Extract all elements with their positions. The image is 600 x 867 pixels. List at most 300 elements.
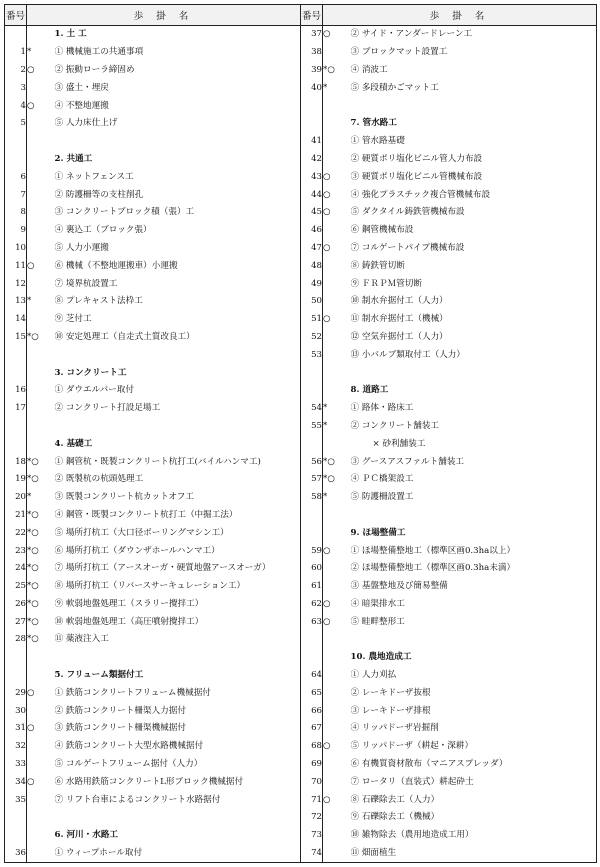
estimate-item-table — [4, 4, 597, 863]
right-item-number: 66 — [301, 702, 323, 720]
left-section-heading: 5. フリューム類据付工 — [55, 667, 301, 685]
right-item-name: ② コンクリート舗装工 — [351, 418, 597, 436]
left-item-number: 9 — [5, 222, 27, 240]
right-item-name: ⑥ 有機質資材散布（マニアスプレッダ） — [351, 756, 597, 774]
left-item-name: ① ウィープホール取付 — [55, 845, 301, 863]
right-item-mark: ○ — [323, 204, 351, 222]
right-item-name: ① 人力刈払 — [351, 667, 597, 685]
right-item-name: ② 硬質ポリ塩化ビニル管人力布設 — [351, 151, 597, 169]
table-row — [5, 418, 597, 436]
table-row — [5, 240, 597, 258]
table-row — [5, 275, 597, 293]
table-row — [5, 168, 597, 186]
right-item-name: ② レーキドーザ抜根 — [351, 684, 597, 702]
table-row — [5, 702, 597, 720]
left-item-mark: *○ — [27, 524, 55, 542]
left-item-mark — [27, 738, 55, 756]
left-item-name — [55, 649, 301, 667]
table-row — [5, 62, 597, 80]
right-item-number: 37 — [301, 26, 323, 44]
right-section-heading: 10. 農地造成工 — [351, 649, 597, 667]
right-item-name: ③ レーキドーザ排根 — [351, 702, 597, 720]
left-item-name: ③ 既製コンクリート杭カットオフ工 — [55, 489, 301, 507]
right-item-number: 73 — [301, 827, 323, 845]
left-item-name: ③ 盛土・埋戻 — [55, 79, 301, 97]
left-item-number: 10 — [5, 240, 27, 258]
right-item-name: ⑤ 畦畔整形工 — [351, 613, 597, 631]
table-row — [5, 97, 597, 115]
right-item-mark: *○ — [323, 453, 351, 471]
left-item-mark: * — [27, 44, 55, 62]
left-item-mark: ○ — [27, 720, 55, 738]
left-item-name: ⑦ リフト台車によるコンクリート水路据付 — [55, 791, 301, 809]
table-row — [5, 222, 597, 240]
left-item-mark: * — [27, 293, 55, 311]
right-item-mark — [323, 507, 351, 525]
left-item-mark: *○ — [27, 560, 55, 578]
right-item-number: 50 — [301, 293, 323, 311]
right-item-number: 48 — [301, 257, 323, 275]
right-item-mark — [323, 827, 351, 845]
table-row — [5, 204, 597, 222]
table-row — [5, 311, 597, 329]
left-item-number: 8 — [5, 204, 27, 222]
left-item-name: ② 防護柵等の支柱削孔 — [55, 186, 301, 204]
table-row — [5, 596, 597, 614]
right-name-header: 歩 掛 名 — [323, 5, 597, 26]
left-item-name: ⑨ 芝付工 — [55, 311, 301, 329]
right-item-name: ④ 消波工 — [351, 62, 597, 80]
right-item-name: ② ほ場整備整地工（標準区画0.3ha未満） — [351, 560, 597, 578]
left-item-number: 17 — [5, 400, 27, 418]
right-item-name: ⑤ 多段積かごマット工 — [351, 79, 597, 97]
left-item-mark — [27, 204, 55, 222]
left-item-number: 29 — [5, 684, 27, 702]
left-item-name: ① 鉄筋コンクリートフリューム機械据付 — [55, 684, 301, 702]
table-header-row — [5, 5, 597, 26]
right-item-mark: *○ — [323, 62, 351, 80]
right-item-number: 65 — [301, 684, 323, 702]
right-item-name — [351, 97, 597, 115]
right-item-mark: ○ — [323, 186, 351, 204]
left-item-number: 32 — [5, 738, 27, 756]
right-item-name: × 砂利舗装工 — [351, 435, 597, 453]
table-row — [5, 507, 597, 525]
left-item-name — [55, 809, 301, 827]
right-item-number: 45 — [301, 204, 323, 222]
left-item-name: ② 既製杭の杭頭処理工 — [55, 471, 301, 489]
table-row — [5, 364, 597, 382]
left-section-heading: 6. 河川・水路工 — [55, 827, 301, 845]
right-item-name: ① ほ場整備整地工（標準区画0.3ha以上） — [351, 542, 597, 560]
left-item-mark: *○ — [27, 329, 55, 347]
left-item-mark: *○ — [27, 613, 55, 631]
right-item-name: ⑩ 制水弁据付工（人力） — [351, 293, 597, 311]
table-row — [5, 631, 597, 649]
estimate-item-list-sheet — [4, 4, 596, 862]
left-item-name: ④ 鋼管・既製コンクリート杭打工（中掘工法） — [55, 507, 301, 525]
right-item-number: 71 — [301, 791, 323, 809]
right-number-header: 番号 — [301, 5, 323, 26]
left-item-name: ⑧ プレキャスト法枠工 — [55, 293, 301, 311]
right-item-name: ③ グースアスファルト舗装工 — [351, 453, 597, 471]
left-item-mark — [27, 79, 55, 97]
left-item-number: 2 — [5, 62, 27, 80]
left-item-number: 14 — [5, 311, 27, 329]
left-item-name: ⑥ 水路用鉄筋コンクリートL形ブロック機械据付 — [55, 773, 301, 791]
left-item-name: ⑦ 境界杭設置工 — [55, 275, 301, 293]
left-item-mark — [27, 115, 55, 133]
right-item-name — [351, 507, 597, 525]
right-item-number: 38 — [301, 44, 323, 62]
left-item-name — [55, 346, 301, 364]
right-item-number — [301, 649, 323, 667]
right-item-name: ⑩ 雑物除去（農用地造成工用） — [351, 827, 597, 845]
table-row — [5, 845, 597, 863]
right-item-mark — [323, 222, 351, 240]
right-item-name: ④ 強化プラスチック複合管機械布設 — [351, 186, 597, 204]
right-item-mark — [323, 435, 351, 453]
table-row — [5, 791, 597, 809]
right-item-number — [301, 435, 323, 453]
table-row — [5, 133, 597, 151]
left-item-mark: ○ — [27, 62, 55, 80]
right-item-mark — [323, 364, 351, 382]
right-item-mark — [323, 44, 351, 62]
left-item-number: 6 — [5, 168, 27, 186]
right-item-name: ④ リッパドーザ岩掘削 — [351, 720, 597, 738]
left-item-mark — [27, 133, 55, 151]
right-item-mark — [323, 702, 351, 720]
right-item-number: 54 — [301, 400, 323, 418]
left-item-number: 31 — [5, 720, 27, 738]
right-item-name: ⑬ 小バルブ類取付工（人力） — [351, 346, 597, 364]
left-item-mark: ○ — [27, 773, 55, 791]
left-item-mark — [27, 791, 55, 809]
left-item-mark — [27, 756, 55, 774]
right-item-number: 39 — [301, 62, 323, 80]
right-item-mark — [323, 756, 351, 774]
left-item-mark: *○ — [27, 453, 55, 471]
left-name-header: 歩 掛 名 — [27, 5, 301, 26]
table-row — [5, 151, 597, 169]
left-item-number: 1 — [5, 44, 27, 62]
right-item-name: ⑫ 空気弁据付工（人力） — [351, 329, 597, 347]
right-section-heading: 7. 管水路工 — [351, 115, 597, 133]
right-item-mark: ○ — [323, 738, 351, 756]
left-item-name: ⑤ 場所打杭工（大口径ボーリングマシン工） — [55, 524, 301, 542]
table-row — [5, 667, 597, 685]
right-item-mark: * — [323, 489, 351, 507]
table-row — [5, 649, 597, 667]
left-item-mark — [27, 186, 55, 204]
right-item-number — [301, 115, 323, 133]
left-item-mark: * — [27, 489, 55, 507]
right-item-mark — [323, 649, 351, 667]
right-item-mark — [323, 115, 351, 133]
left-item-mark: ○ — [27, 684, 55, 702]
table-row — [5, 809, 597, 827]
left-item-mark — [27, 364, 55, 382]
table-row — [5, 293, 597, 311]
left-item-name: ④ 鉄筋コンクリート大型水路機械据付 — [55, 738, 301, 756]
table-row — [5, 578, 597, 596]
left-item-name: ⑧ 場所打杭工（リバースサーキュレーション工） — [55, 578, 301, 596]
right-item-name: ⑪ 制水弁据付工（機械） — [351, 311, 597, 329]
left-item-number: 23 — [5, 542, 27, 560]
right-item-mark — [323, 97, 351, 115]
left-item-number: 21 — [5, 507, 27, 525]
left-item-number — [5, 151, 27, 169]
left-item-mark — [27, 168, 55, 186]
left-item-number: 16 — [5, 382, 27, 400]
right-item-number: 59 — [301, 542, 323, 560]
left-item-name — [55, 418, 301, 436]
right-item-name: ⑪ 畑面植生 — [351, 845, 597, 863]
left-item-mark — [27, 222, 55, 240]
table-row — [5, 44, 597, 62]
table-row — [5, 684, 597, 702]
left-item-mark: *○ — [27, 578, 55, 596]
left-item-name: ⑥ 機械（不整地運搬車）小運搬 — [55, 257, 301, 275]
right-item-number: 64 — [301, 667, 323, 685]
left-item-mark — [27, 240, 55, 258]
right-item-number: 74 — [301, 845, 323, 863]
right-item-number: 58 — [301, 489, 323, 507]
left-item-mark — [27, 845, 55, 863]
right-item-number: 47 — [301, 240, 323, 258]
left-item-number: 28 — [5, 631, 27, 649]
right-item-mark: * — [323, 79, 351, 97]
left-item-number: 4 — [5, 97, 27, 115]
left-item-number — [5, 809, 27, 827]
table-row — [5, 720, 597, 738]
left-item-name: ② 鉄筋コンクリート柵渠人力据付 — [55, 702, 301, 720]
right-item-name: ④ ＰＣ橋架設工 — [351, 471, 597, 489]
right-item-number — [301, 97, 323, 115]
table-row — [5, 186, 597, 204]
right-section-heading: 9. ほ場整備工 — [351, 524, 597, 542]
right-item-mark — [323, 667, 351, 685]
right-item-mark: * — [323, 400, 351, 418]
left-item-number: 13 — [5, 293, 27, 311]
left-item-number: 27 — [5, 613, 27, 631]
table-row — [5, 26, 597, 44]
right-item-number: 62 — [301, 596, 323, 614]
right-item-number: 49 — [301, 275, 323, 293]
left-item-number: 12 — [5, 275, 27, 293]
right-item-name: ⑦ コルゲートパイプ機械布設 — [351, 240, 597, 258]
left-section-heading: 2. 共通工 — [55, 151, 301, 169]
left-section-heading: 3. コンクリート工 — [55, 364, 301, 382]
table-row — [5, 756, 597, 774]
right-item-name: ⑨ 石礫除去工（機械） — [351, 809, 597, 827]
left-item-name — [55, 133, 301, 151]
left-item-number: 26 — [5, 596, 27, 614]
right-item-mark — [323, 631, 351, 649]
left-item-name: ⑪ 薬液注入工 — [55, 631, 301, 649]
left-item-name: ⑦ 場所打杭工（アースオーガ・硬質地盤アースオーガ） — [55, 560, 301, 578]
left-item-number: 7 — [5, 186, 27, 204]
right-item-mark — [323, 809, 351, 827]
left-item-mark — [27, 667, 55, 685]
left-item-number: 24 — [5, 560, 27, 578]
right-item-name: ③ ブロックマット設置工 — [351, 44, 597, 62]
table-row — [5, 329, 597, 347]
left-item-name: ③ 鉄筋コンクリート柵渠機械据付 — [55, 720, 301, 738]
left-item-mark: *○ — [27, 542, 55, 560]
right-item-mark: ○ — [323, 26, 351, 44]
right-item-name: ⑤ 防護柵設置工 — [351, 489, 597, 507]
left-item-mark — [27, 400, 55, 418]
right-item-mark — [323, 329, 351, 347]
left-item-mark — [27, 809, 55, 827]
right-item-number: 67 — [301, 720, 323, 738]
table-row — [5, 524, 597, 542]
left-item-number: 18 — [5, 453, 27, 471]
right-item-mark: ○ — [323, 613, 351, 631]
left-item-mark: *○ — [27, 631, 55, 649]
table-row — [5, 115, 597, 133]
table-row — [5, 827, 597, 845]
left-item-name: ③ コンクリートブロック積（張）工 — [55, 204, 301, 222]
right-item-number: 63 — [301, 613, 323, 631]
left-item-number: 36 — [5, 845, 27, 863]
right-item-number — [301, 524, 323, 542]
right-item-number: 40 — [301, 79, 323, 97]
right-item-number — [301, 364, 323, 382]
table-row — [5, 435, 597, 453]
left-item-name: ⑩ 安定処理工（自走式土質改良工） — [55, 329, 301, 347]
left-item-name: ① ダウエルバー取付 — [55, 382, 301, 400]
left-item-name: ④ 不整地運搬 — [55, 97, 301, 115]
right-item-mark: ○ — [323, 791, 351, 809]
right-item-mark: ○ — [323, 311, 351, 329]
table-row — [5, 79, 597, 97]
left-item-mark — [27, 151, 55, 169]
left-item-mark — [27, 26, 55, 44]
right-item-mark — [323, 382, 351, 400]
right-item-number: 68 — [301, 738, 323, 756]
right-item-mark: ○ — [323, 168, 351, 186]
left-item-mark — [27, 435, 55, 453]
left-item-name: ① ネットフェンス工 — [55, 168, 301, 186]
right-item-name: ⑥ 鋼管機械布設 — [351, 222, 597, 240]
right-item-name: ① 路体・路床工 — [351, 400, 597, 418]
right-item-mark — [323, 257, 351, 275]
right-item-mark — [323, 720, 351, 738]
right-item-name: ⑤ リッパドーザ（耕起・深耕） — [351, 738, 597, 756]
left-item-name: ④ 裏込工（ブロック張） — [55, 222, 301, 240]
left-item-mark — [27, 382, 55, 400]
right-item-number: 57 — [301, 471, 323, 489]
left-item-name: ⑨ 軟弱地盤処理工（スラリー攪拌工） — [55, 596, 301, 614]
left-item-number — [5, 667, 27, 685]
right-item-name — [351, 364, 597, 382]
right-item-name: ⑨ ＦＲＰＭ管切断 — [351, 275, 597, 293]
left-item-mark — [27, 311, 55, 329]
right-item-number: 43 — [301, 168, 323, 186]
left-item-number: 15 — [5, 329, 27, 347]
left-item-mark — [27, 346, 55, 364]
table-row — [5, 773, 597, 791]
right-item-mark — [323, 151, 351, 169]
right-item-mark — [323, 845, 351, 863]
right-item-number: 51 — [301, 311, 323, 329]
left-item-name: ② コンクリート打設足場工 — [55, 400, 301, 418]
right-item-name: ① 管水路基礎 — [351, 133, 597, 151]
right-section-heading: 8. 道路工 — [351, 382, 597, 400]
left-item-mark: *○ — [27, 596, 55, 614]
left-item-mark — [27, 827, 55, 845]
left-item-name: ② 振動ローラ締固め — [55, 62, 301, 80]
right-item-number — [301, 382, 323, 400]
left-item-number: 22 — [5, 524, 27, 542]
left-item-name: ⑤ 人力小運搬 — [55, 240, 301, 258]
left-item-mark — [27, 649, 55, 667]
left-item-number: 30 — [5, 702, 27, 720]
left-item-number — [5, 346, 27, 364]
right-item-number: 55 — [301, 418, 323, 436]
left-item-number — [5, 649, 27, 667]
right-item-number: 70 — [301, 773, 323, 791]
table-row — [5, 400, 597, 418]
left-item-mark: ○ — [27, 97, 55, 115]
left-section-heading: 4. 基礎工 — [55, 435, 301, 453]
left-item-number: 3 — [5, 79, 27, 97]
left-item-mark — [27, 418, 55, 436]
right-item-name: ⑧ 石礫除去工（人力） — [351, 791, 597, 809]
right-item-mark: ○ — [323, 596, 351, 614]
left-item-number — [5, 364, 27, 382]
left-item-mark — [27, 702, 55, 720]
right-item-number: 69 — [301, 756, 323, 774]
right-item-name: ④ 暗渠排水工 — [351, 596, 597, 614]
left-item-name: ⑤ 人力床仕上げ — [55, 115, 301, 133]
right-item-number: 60 — [301, 560, 323, 578]
table-row — [5, 257, 597, 275]
table-row — [5, 738, 597, 756]
right-item-number: 72 — [301, 809, 323, 827]
table-row — [5, 613, 597, 631]
right-item-number: 56 — [301, 453, 323, 471]
right-item-number: 42 — [301, 151, 323, 169]
right-item-mark — [323, 773, 351, 791]
right-item-mark — [323, 133, 351, 151]
right-item-number — [301, 631, 323, 649]
left-item-number — [5, 827, 27, 845]
right-item-number: 53 — [301, 346, 323, 364]
right-item-number — [301, 507, 323, 525]
right-item-number: 46 — [301, 222, 323, 240]
left-section-heading: 1. 土 工 — [55, 26, 301, 44]
left-item-name: ⑥ 場所打杭工（ダウンザホールハンマ工） — [55, 542, 301, 560]
left-item-name: ⑤ コルゲートフリューム据付（人力） — [55, 756, 301, 774]
left-item-number: 25 — [5, 578, 27, 596]
left-item-number — [5, 418, 27, 436]
left-item-mark: ○ — [27, 257, 55, 275]
right-item-name: ⑤ ダクタイル鋳鉄管機械布設 — [351, 204, 597, 222]
left-item-number: 34 — [5, 773, 27, 791]
left-item-number: 5 — [5, 115, 27, 133]
right-item-mark — [323, 524, 351, 542]
right-item-number: 52 — [301, 329, 323, 347]
right-item-name: ⑦ ロータリ（直装式）耕起砕土 — [351, 773, 597, 791]
right-item-name: ③ 硬質ポリ塩化ビニル管機械布設 — [351, 168, 597, 186]
right-item-mark: * — [323, 418, 351, 436]
right-item-mark — [323, 346, 351, 364]
table-row — [5, 471, 597, 489]
